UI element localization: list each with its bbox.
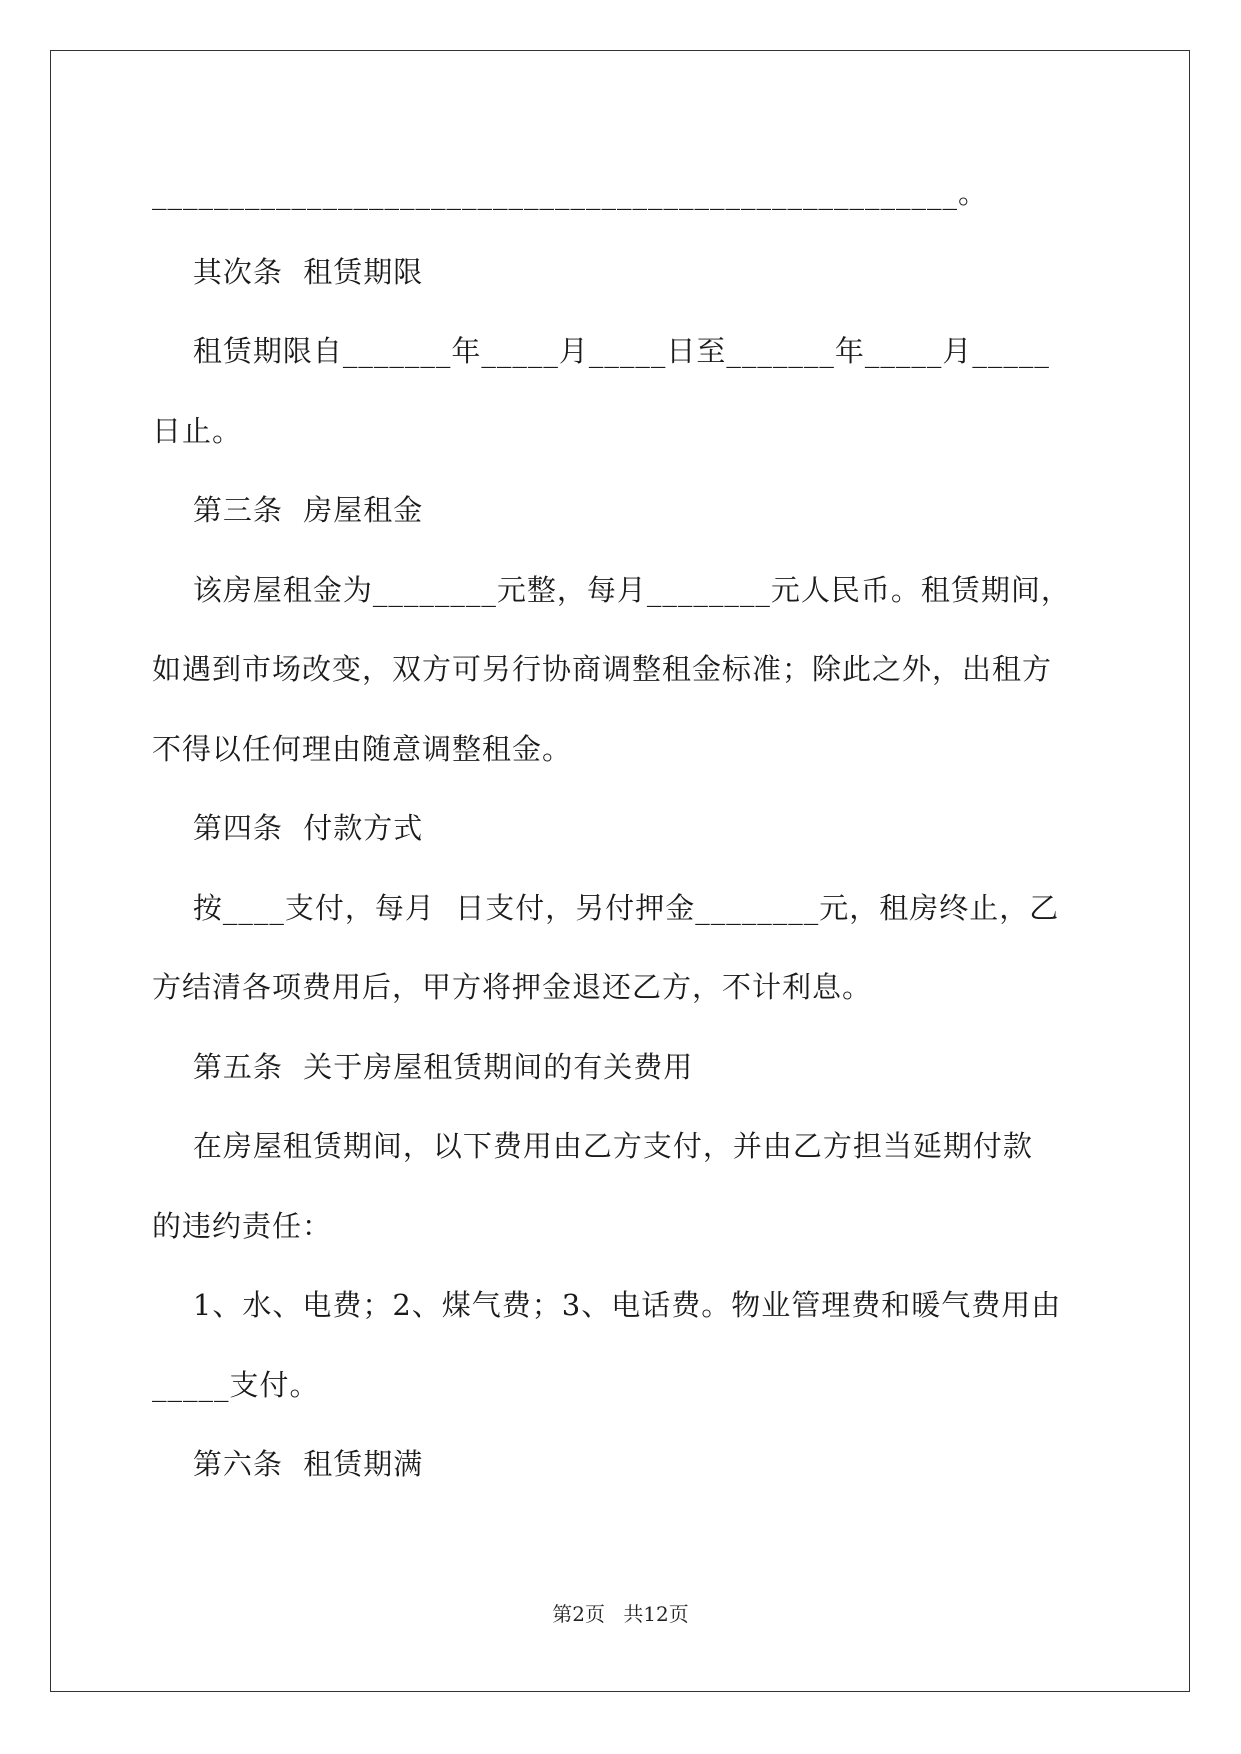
text-line: 1、水、电费；2、煤气费；3、电话费。物业管理费和暖气费用由 bbox=[152, 1288, 1062, 1322]
text-line: 租赁期限自_______年_____月_____日至_______年_____月_____ bbox=[152, 334, 1050, 368]
text-line: 如遇到市场改变，双方可另行协商调整租金标准；除此之外，出租方 bbox=[152, 652, 1053, 686]
article-heading: 第四条 付款方式 bbox=[152, 811, 424, 845]
text-line: 不得以任何理由随意调整租金。 bbox=[152, 732, 573, 766]
text-line: 方结清各项费用后，甲方将押金退还乙方，不计利息。 bbox=[152, 970, 873, 1004]
text-line: 日止。 bbox=[152, 414, 243, 448]
text-line: 的违约责任： bbox=[152, 1209, 333, 1243]
text-line: _____支付。 bbox=[152, 1368, 320, 1402]
article-heading: 其次条 租赁期限 bbox=[152, 255, 424, 289]
text-line: 按____支付，每月 日支付，另付押金________元，租房终止，乙 bbox=[152, 891, 1060, 925]
article-heading: 第六条 租赁期满 bbox=[152, 1447, 424, 1481]
article-heading: 第五条 关于房屋租赁期间的有关费用 bbox=[152, 1050, 694, 1084]
text-line: 在房屋租赁期间，以下费用由乙方支付，并由乙方担当延期付款 bbox=[152, 1129, 1033, 1163]
page-footer bbox=[0, 1600, 1241, 1628]
text-line: 该房屋租金为________元整，每月________元人民币。租赁期间， bbox=[152, 573, 1071, 607]
page-total: 共12页 bbox=[623, 1602, 689, 1626]
page-number: 第2页 bbox=[552, 1602, 605, 1626]
article-heading: 第三条 房屋租金 bbox=[152, 493, 424, 527]
text-line: ____________________________________________________。 bbox=[152, 176, 989, 210]
